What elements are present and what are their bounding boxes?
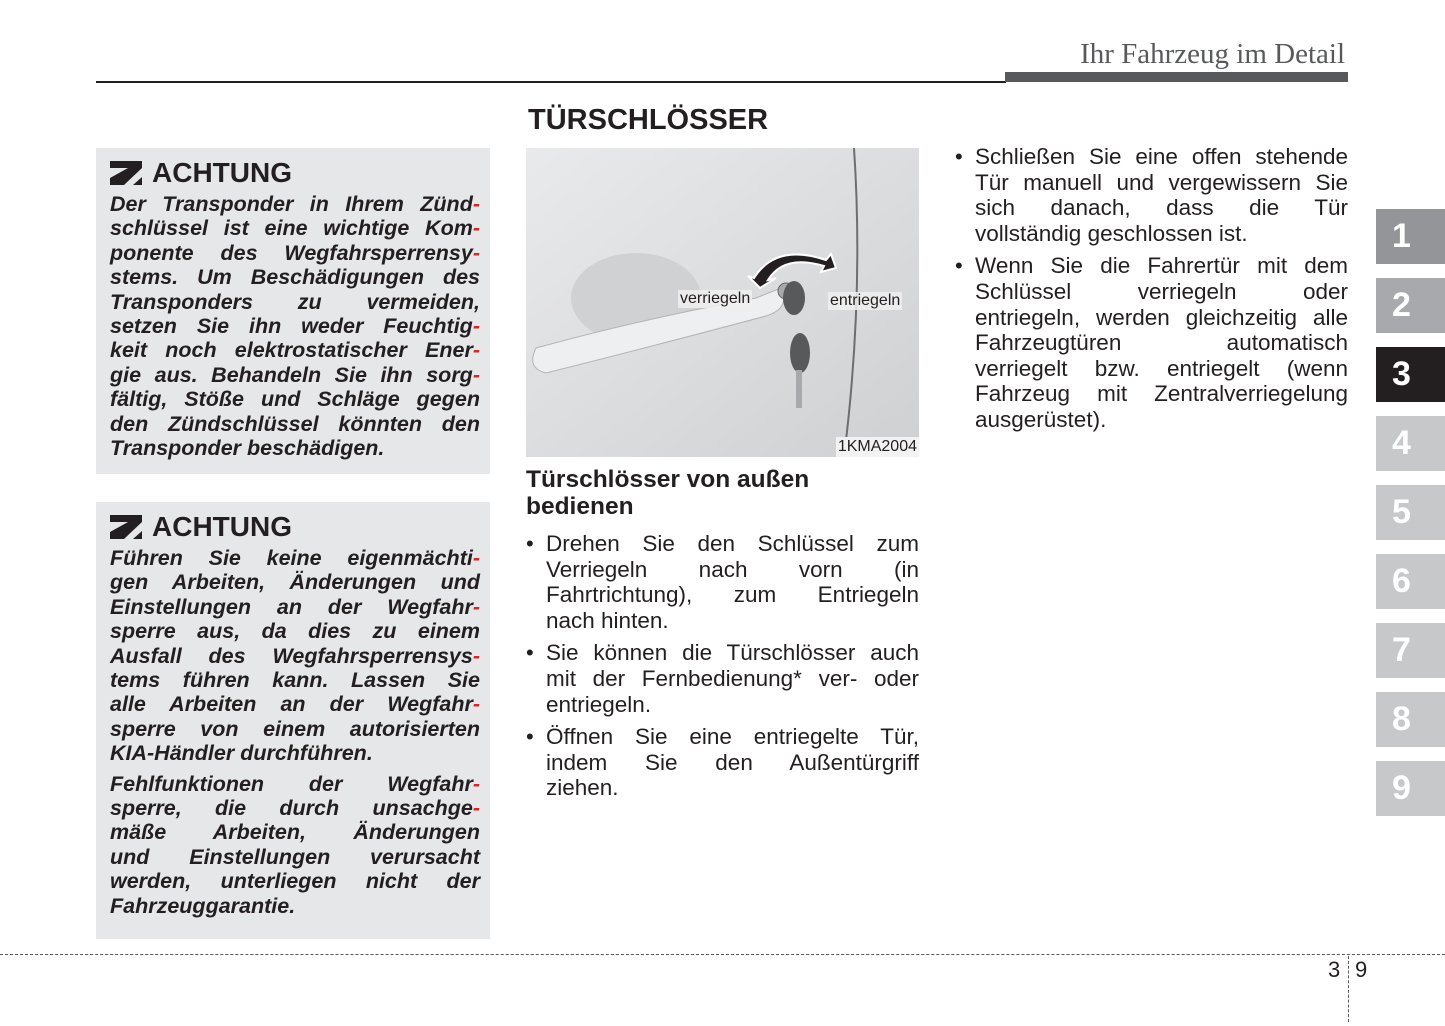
warning-stripe-icon [110, 515, 142, 539]
bullet-line: Verriegeln nach vorn (in [546, 556, 919, 582]
header-bar [1005, 72, 1348, 82]
hyphen-mark: - [472, 240, 480, 265]
hyphen-mark: - [472, 192, 480, 216]
subheading-line: Türschlösser von außen [526, 466, 810, 493]
warning-line: den Zündschlüssel könnten den [110, 411, 480, 436]
warning-line: gen Arbeiten, Änderungen und [110, 570, 480, 595]
hyphen-mark: - [472, 362, 480, 387]
footer-divider [1348, 956, 1349, 1022]
hyphen-mark: - [472, 643, 480, 668]
warning-line: ponente des Wegfahrsperrensy- [110, 240, 480, 265]
warning-line: Ausfall des Wegfahrsperrensys- [110, 643, 480, 668]
warning-line: schlüssel ist eine wichtige Kom- [110, 216, 480, 241]
bullet-line: • Wenn Sie die Fahrertür mit dem [975, 253, 1348, 279]
warning-line: sperre von einem autorisierten [110, 716, 480, 741]
bullet-line: • Sie können die Türschlösser auch [546, 640, 919, 666]
bullet-item [526, 531, 919, 633]
bullet-line: ziehen. [546, 775, 619, 801]
chapter-tab-1[interactable]: 1 [1376, 209, 1445, 264]
figure-label-unlock: entriegeln [830, 292, 901, 309]
chapter-tab-5[interactable]: 5 [1376, 485, 1445, 540]
chapter-tab-8[interactable]: 8 [1376, 692, 1445, 747]
hyphen-mark: - [472, 216, 480, 241]
warning-paragraph [110, 772, 480, 918]
warning-line: alle Arbeiten an der Wegfahr- [110, 692, 480, 717]
warning-line: mäße Arbeiten, Änderungen [110, 820, 480, 845]
warning-heading-text: ACHTUNG [152, 511, 292, 542]
warning-line: fältig, Stöße und Schläge gegen [110, 387, 480, 412]
bullet-line: verriegelt bzw. entriegelt (wenn [975, 355, 1348, 381]
warning-line: Transponders zu vermeiden, [110, 289, 480, 314]
warning-heading [110, 510, 480, 544]
warning-line: Fahrzeuggarantie. [110, 893, 296, 918]
bullet-line: indem Sie den Außentürgriff [546, 749, 919, 775]
warning-line: Fehlfunktionen der Wegfahr- [110, 771, 480, 796]
warning-line: gie aus. Behandeln Sie ihn sorg- [110, 362, 480, 387]
chapter-tab-6[interactable]: 6 [1376, 554, 1445, 609]
hyphen-mark: - [472, 692, 480, 717]
bullet-line: • Drehen Sie den Schlüssel zum [546, 531, 919, 556]
bullet-line: sich danach, dass die Tür [975, 195, 1348, 221]
warning-line: Führen Sie keine eigenmächti- [110, 546, 480, 570]
warning-line: tems führen kann. Lassen Sie [110, 668, 480, 693]
chapter-tab-3[interactable]: 3 [1376, 347, 1445, 402]
bullet-line: • Öffnen Sie eine entriegelte Tür, [546, 724, 919, 750]
bullet-line: entriegeln, werden gleichzeitig alle [975, 304, 1348, 330]
warning-line: sperre aus, da dies zu einem [110, 619, 480, 644]
door-lock-figure [526, 148, 919, 457]
bullet-line: entriegeln. [546, 691, 652, 717]
warning-line: Der Transponder in Ihrem Zünd- [110, 192, 480, 216]
warning-stripe-icon [110, 161, 142, 185]
bullet-line: Tür manuell und vergewissern Sie [975, 169, 1348, 195]
warning-box-immobilizer [96, 502, 490, 939]
hyphen-mark: - [472, 314, 480, 339]
hyphen-mark: - [472, 546, 480, 570]
bullet-line: nach hinten. [546, 607, 669, 633]
warning-line: Transponder beschädigen. [110, 436, 385, 461]
bullet-item [526, 640, 919, 717]
header-rule [96, 81, 1006, 83]
warning-line: und Einstellungen verursacht [110, 844, 480, 869]
subheading-line: bedienen [526, 493, 634, 520]
chapter-tab-9[interactable]: 9 [1376, 761, 1445, 816]
warning-line: stems. Um Beschädigungen des [110, 265, 480, 290]
hyphen-mark: - [472, 338, 480, 363]
warning-line: Einstellungen an der Wegfahr- [110, 594, 480, 619]
right-bullet-list [955, 144, 1348, 440]
section-title: TÜRSCHLÖSSER [528, 104, 769, 136]
bullet-line: Fahrzeugtüren automatisch [975, 330, 1348, 356]
hyphen-mark: - [472, 594, 480, 619]
figure-label-lock: verriegeln [680, 290, 751, 307]
chapter-tab-7[interactable]: 7 [1376, 623, 1445, 678]
warning-line: sperre, die durch unsachge- [110, 796, 480, 821]
middle-bullet-list [526, 531, 919, 808]
warning-line: setzen Sie ihn weder Feuchtig- [110, 314, 480, 339]
warning-line: KIA-Händler durchführen. [110, 741, 373, 766]
footer-rule [0, 954, 1445, 955]
hyphen-mark: - [472, 771, 480, 796]
warning-line: werden, unterliegen nicht der [110, 869, 480, 894]
figure-code: 1KMA2004 [837, 438, 917, 455]
bullet-line: Fahrzeug mit Zentralverriegelung [975, 381, 1348, 407]
warning-paragraph [110, 192, 480, 460]
footer-page-number: 9 [1355, 957, 1368, 982]
bullet-item [955, 253, 1348, 432]
bullet-item [526, 724, 919, 801]
bullet-line: ausgerüstet). [975, 406, 1107, 432]
warning-heading [110, 156, 480, 190]
warning-paragraph [110, 546, 480, 766]
bullet-line: vollständig geschlossen ist. [975, 220, 1248, 246]
bullet-line: Schlüssel verriegeln oder [975, 278, 1348, 304]
bullet-line: • Schließen Sie eine offen stehende [975, 144, 1348, 169]
bullet-line: mit der Fernbedienung* ver- oder [546, 665, 919, 691]
chapter-tab-4[interactable]: 4 [1376, 416, 1445, 471]
warning-box-transponder [96, 148, 490, 474]
warning-heading-text: ACHTUNG [152, 157, 292, 188]
warning-line: keit noch elektrostatischer Ener- [110, 338, 480, 363]
footer-chapter-number: 3 [1328, 957, 1341, 982]
chapter-tab-2[interactable]: 2 [1376, 278, 1445, 333]
bullet-line: Fahrtrichtung), zum Entriegeln [546, 582, 919, 608]
running-header-title: Ihr Fahrzeug im Detail [1080, 38, 1345, 70]
bullet-item [955, 144, 1348, 246]
subheading [526, 466, 809, 520]
hyphen-mark: - [472, 796, 480, 821]
